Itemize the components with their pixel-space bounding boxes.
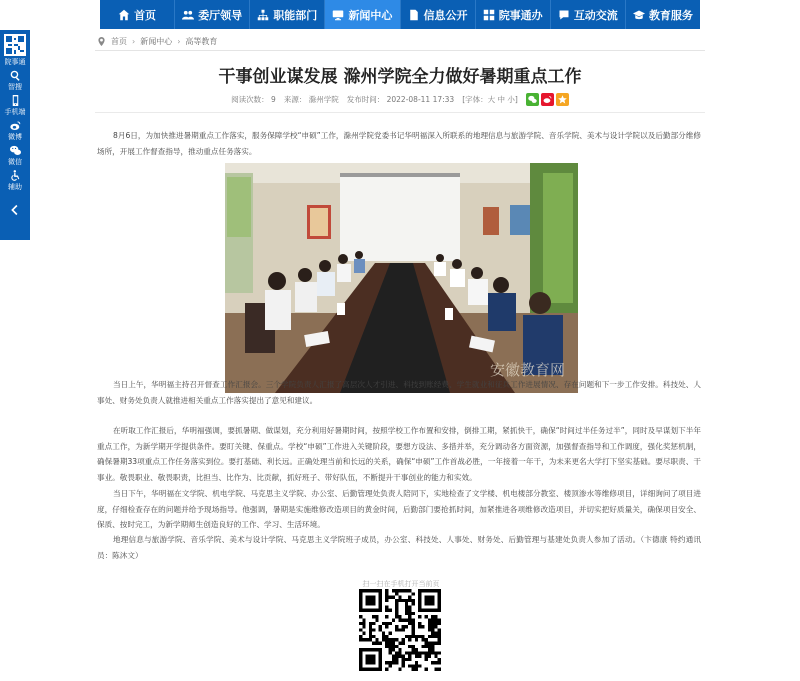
wechat-icon bbox=[528, 95, 537, 104]
nav-item-home[interactable] bbox=[100, 0, 175, 29]
article-paragraph: 当日上午，华明福主持召开督查工作汇报会。三个学院负责人汇报了高层次人才引进、科技到账经费、学生就业和征兵工作进展情况、存在问题和下一步工作安排。科技处、人事处、财务处负责人就推进相关重点工作落实提出了意见和建议。 bbox=[97, 380, 701, 405]
font-size-switcher[interactable]: [字体：大 中 小] bbox=[462, 95, 518, 104]
divider bbox=[95, 112, 705, 113]
weibo-icon bbox=[543, 95, 552, 104]
divider bbox=[95, 50, 705, 51]
sidebar-item-label: 辅助 bbox=[8, 183, 22, 191]
weibo-icon bbox=[10, 120, 21, 131]
nav-item-label: 互动交流 bbox=[573, 8, 618, 22]
chat-icon bbox=[558, 9, 570, 21]
search-icon bbox=[10, 70, 21, 81]
publish-time: 发布时间： 2022-08-11 17:33 bbox=[346, 95, 455, 104]
collapse-button[interactable] bbox=[0, 200, 30, 220]
nav-bar bbox=[100, 0, 700, 29]
breadcrumb-separator: › bbox=[177, 37, 181, 46]
article-title: 干事创业谋发展 滁州学院全力做好暑期重点工作 bbox=[218, 67, 582, 87]
sidebar-item-label[interactable]: 院事通 bbox=[4, 58, 26, 66]
cap-icon bbox=[633, 9, 645, 21]
nav-item-departments[interactable] bbox=[250, 0, 325, 29]
nav-item-label: 新闻中心 bbox=[348, 8, 393, 22]
breadcrumb bbox=[97, 36, 217, 47]
grid-icon bbox=[483, 9, 495, 21]
article-meta bbox=[100, 93, 700, 106]
nav-item-disclosure[interactable] bbox=[401, 0, 476, 29]
home-icon bbox=[118, 9, 130, 21]
nav-item-label: 教育服务 bbox=[648, 8, 693, 22]
location-pin-icon bbox=[97, 37, 106, 46]
breadcrumb-separator: › bbox=[132, 37, 136, 46]
sidebar-item-search[interactable] bbox=[0, 70, 30, 92]
photo-watermark: 安徽教育网 bbox=[490, 361, 566, 379]
people-icon bbox=[182, 9, 194, 21]
share-qzone-button[interactable] bbox=[556, 93, 569, 106]
sidebar-item-label: 微信 bbox=[8, 158, 22, 166]
sidebar-item-label: 微博 bbox=[8, 133, 22, 141]
doc-icon bbox=[408, 9, 420, 21]
article-paragraph: 地理信息与旅游学院、音乐学院、美术与设计学院、马克思主义学院班子成员，办公室、科技处、人事处、财务处、后勤管理与基建处负责人参加了活动。（卞德康 特约通讯员：陈沐文） bbox=[97, 535, 701, 560]
article-source: 来源： 滁州学院 bbox=[283, 95, 339, 104]
qr-code-icon[interactable] bbox=[4, 34, 26, 56]
nav-item-services[interactable] bbox=[476, 0, 551, 29]
share-buttons bbox=[526, 93, 569, 106]
page-qr-code[interactable] bbox=[359, 589, 441, 671]
nav-item-label: 院事通办 bbox=[498, 8, 543, 22]
share-wechat-button[interactable] bbox=[526, 93, 539, 106]
nav-item-label: 职能部门 bbox=[273, 8, 318, 22]
sidebar-item-accessibility[interactable] bbox=[0, 170, 30, 192]
view-count: 阅读次数： 9 bbox=[231, 95, 276, 104]
nav-item-news[interactable] bbox=[325, 0, 400, 29]
nav-item-leaders[interactable] bbox=[175, 0, 250, 29]
nav-item-label: 信息公开 bbox=[423, 8, 468, 22]
sidebar-item-wechat[interactable] bbox=[0, 145, 30, 167]
nav-item-label: 首页 bbox=[134, 8, 157, 22]
sidebar-item-label: 手机端 bbox=[4, 108, 26, 116]
mobile-icon bbox=[10, 95, 21, 106]
sidebar-item-label: 智搜 bbox=[8, 83, 22, 91]
article-paragraph: 当日下午，华明福在文学院、机电学院、马克思主义学院、办公室、后勤管理处负责人陪同下，实地检查了文学楼、机电楼部分教室、楼顶渗水等维修项目，详细询问了项目进度，仔细检查存在的问题并给予现场指导。他强调，暑期是实施维修改造项目的黄金时间，后勤部门要抢抓时间，加紧推进各项维修改造项目，并切实把好质量关，确保项目安全、保质、按时完工，为新学期师生创造良好的工作、学习、生活环境。 bbox=[97, 489, 701, 529]
sidebar-item-mobile[interactable] bbox=[0, 95, 30, 117]
top-navigation bbox=[0, 0, 800, 29]
monitor-icon bbox=[332, 9, 344, 21]
meeting-photo bbox=[225, 163, 578, 393]
nav-item-label: 委厅领导 bbox=[198, 8, 243, 22]
breadcrumb-link-news[interactable]: 新闻中心 bbox=[140, 37, 173, 46]
breadcrumb-link-higher-education[interactable]: 高等教育 bbox=[185, 37, 218, 46]
article-paragraph: 8月6日，为加快推进暑期重点工作落实，服务保障学校“申硕”工作，滁州学院党委书记华明福深入所联系的地理信息与旅游学院、音乐学院、美术与设计学院以及后勤部分维修场所，开展工作督查指导，推动重点任务落实。 bbox=[97, 131, 701, 156]
article-paragraph: 在听取工作汇报后，华明福强调，要抓暑期、做谋划，充分利用好暑期时间，按照学校工作布置和安排，倒排工期，紧抓快干，确保“时间过半任务过半”，同时及早谋划下半年重点工作，为新学期开学提供条件。要盯关键、保重点。学校“申硕”工作进入关键阶段，要想方设法、多措并举，充分调动各方面资源，加强督查指导和工作调度，强化奖惩机制，确保暑期33项重点工作任务落实到位。要打基础、利长远。正确处理当前和长远的关系，确保“申硕”工作首战必胜，一年接着一年干，为未来更名大学打下坚实基础。要尽职责、干事业。敬畏职业、敬畏职责，比担当、比作为、比贡献，抓好班子、带好队伍，不断提升干事创业的能力和实效。 bbox=[97, 426, 701, 482]
accessibility-icon bbox=[10, 170, 21, 181]
side-toolbar bbox=[0, 30, 30, 240]
star-icon bbox=[558, 95, 567, 104]
chevron-left-icon bbox=[9, 204, 21, 216]
share-weibo-button[interactable] bbox=[541, 93, 554, 106]
sidebar-item-weibo[interactable] bbox=[0, 120, 30, 142]
nav-item-education[interactable] bbox=[626, 0, 700, 29]
nav-item-interaction[interactable] bbox=[551, 0, 626, 29]
qr-caption: 扫一扫在手机打开当前页 bbox=[362, 580, 440, 588]
breadcrumb-link-home[interactable]: 首页 bbox=[111, 37, 127, 46]
qr-code-icon bbox=[359, 589, 441, 671]
wechat-icon bbox=[10, 145, 21, 156]
article-photo bbox=[225, 163, 578, 393]
org-icon bbox=[257, 9, 269, 21]
